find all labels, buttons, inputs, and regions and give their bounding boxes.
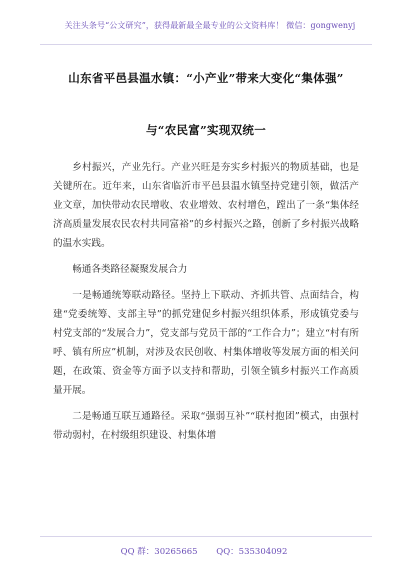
document-body: [53, 158, 359, 451]
footer-qq: QQ：535304092: [216, 547, 288, 557]
section-heading: 畅通各类路径凝聚发展合力: [72, 263, 188, 275]
paragraph-point-1: 一是畅通统筹联动路径。坚持上下联动、齐抓共管、点面结合，构建“党委统筹、支部主导”的抓党建促乡村振兴组织体系，形成镇党委与村党支部的“发展合力”，党支部与党员干部的“工作合力”；建立“村有所呼、镇有所应”机制，对涉及农民创收、村集体增收等发展方面的相关问题，在政策、资金等方面予以支持和帮助，引领全镇乡村振兴工作高质量开展。: [53, 289, 359, 397]
banner-text: 关注头条号“公文研究”，获得最新最全最专业的公文资料库！ 微信：gongwenyj: [64, 21, 356, 30]
document-title-line-2: 与“农民富”实现双统一: [145, 123, 267, 137]
footer-qq-group: QQ 群：30265665: [120, 547, 198, 557]
paragraph-point-2: 二是畅通互联互通路径。采取“强弱互补”“联村抱团”模式，由强村带动弱村，在村级组织建设、村集体增: [53, 410, 359, 441]
paragraph-intro: 乡村振兴，产业先行。产业兴旺是夯实乡村振兴的物质基础，也是关键所在。近年来，山东省临沂市平邑县温水镇坚持党建引领，做活产业文章，加快带动农民增收、农业增效、农村增色，蹚出了一条“集体经济高质量发展农民农村共同富裕”的乡村振兴之路，创新了乡村振兴战略的温水实践。: [53, 162, 359, 250]
document-title-line-1: 山东省平邑县温水镇：“小产业”带来大变化“集体强”: [68, 71, 344, 85]
top-rule: [40, 44, 372, 45]
footer: [0, 545, 408, 557]
bottom-rule: [40, 536, 372, 537]
